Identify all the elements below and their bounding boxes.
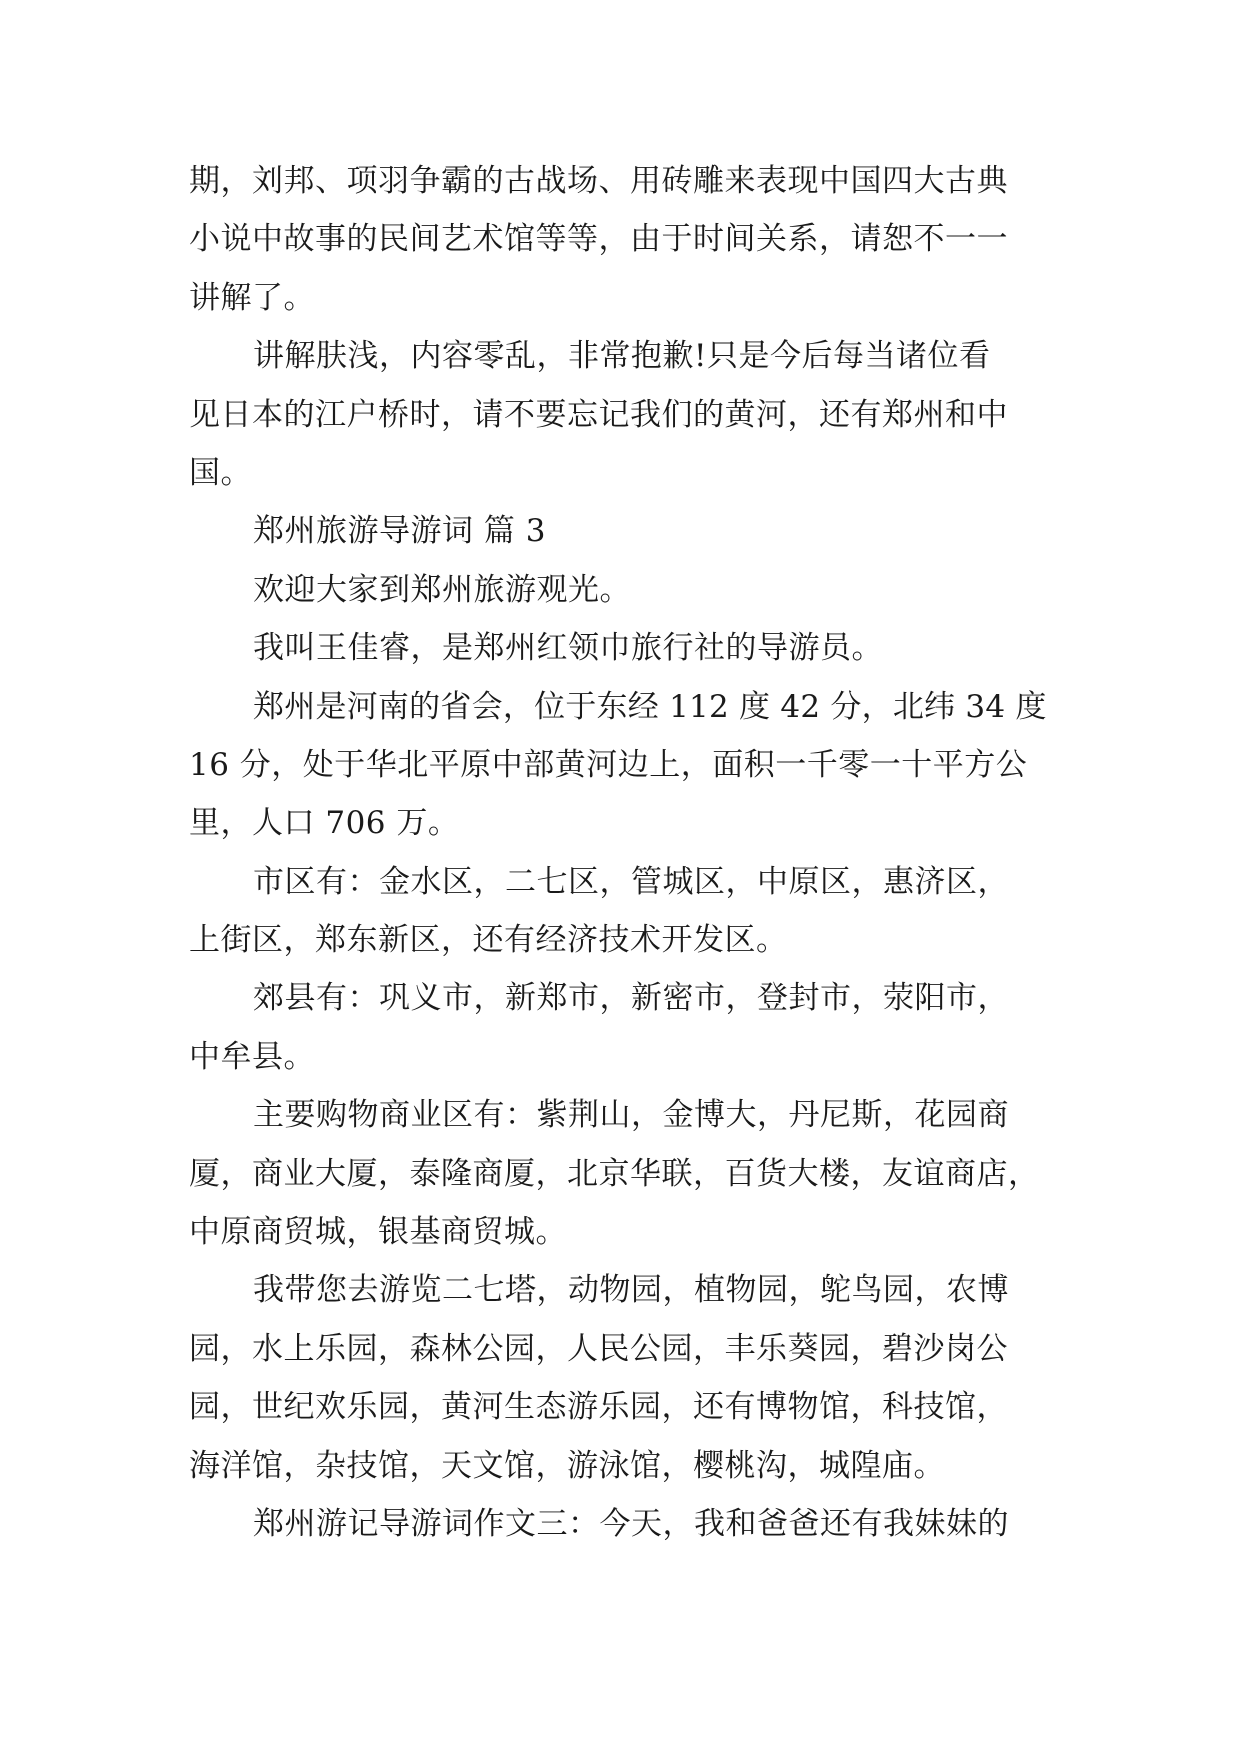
paragraph-line: 园，世纪欢乐园，黄河生态游乐园，还有博物馆，科技馆， — [189, 1389, 1008, 1426]
paragraph-first-line: 我带您去游览二七塔，动物园，植物园，鸵鸟园，农博 — [253, 1272, 1009, 1309]
paragraph-first-line: 市区有：金水区，二七区，管城区，中原区，惠济区， — [253, 863, 1009, 900]
document-body — [189, 152, 1053, 1553]
paragraph-line: 上街区，郑东新区，还有经济技术开发区。 — [189, 922, 788, 959]
paragraph-line: 厦，商业大厦，泰隆商厦，北京华联，百货大楼，友谊商店， — [189, 1155, 1040, 1192]
paragraph-first-line: 郑州是河南的省会，位于东经 112 度 42 分，北纬 34 度 — [253, 688, 1047, 725]
paragraph-line: 海洋馆，杂技馆，天文馆，游泳馆，樱桃沟，城隍庙。 — [189, 1447, 945, 1484]
paragraph-line: 小说中故事的民间艺术馆等等，由于时间关系，请恕不一一 — [189, 221, 1008, 258]
paragraph-first-line: 讲解肤浅，内容零乱，非常抱歉!只是今后每当诸位看 — [253, 338, 991, 375]
paragraph-line: 里，人口 706 万。 — [189, 805, 460, 842]
paragraph-first-line: 郑州游记导游词作文三：今天，我和爸爸还有我妹妹的 — [253, 1505, 1009, 1542]
paragraph-line: 中原商贸城，银基商贸城。 — [189, 1214, 567, 1251]
paragraph-line: 国。 — [189, 454, 252, 491]
paragraph-first-line: 主要购物商业区有：紫荆山，金博大，丹尼斯，花园商 — [253, 1097, 1009, 1134]
paragraph-line: 讲解了。 — [189, 279, 315, 316]
section-heading: 郑州旅游导游词 篇 3 — [253, 513, 546, 550]
paragraph-line: 期，刘邦、项羽争霸的古战场、用砖雕来表现中国四大古典 — [189, 163, 1008, 199]
paragraph-first-line: 我叫王佳睿，是郑州红领巾旅行社的导游员。 — [253, 630, 883, 667]
paragraph-first-line: 郊县有：巩义市，新郑市，新密市，登封市，荥阳市， — [253, 980, 1009, 1017]
paragraph-line: 见日本的江户桥时，请不要忘记我们的黄河，还有郑州和中 — [189, 396, 1008, 433]
paragraph-first-line: 欢迎大家到郑州旅游观光。 — [253, 571, 631, 608]
paragraph-line: 16 分，处于华北平原中部黄河边上，面积一千零一十平方公 — [189, 746, 1028, 783]
paragraph-line: 中牟县。 — [189, 1038, 315, 1075]
paragraph-line: 园，水上乐园，森林公园，人民公园，丰乐葵园，碧沙岗公 — [189, 1330, 1008, 1367]
